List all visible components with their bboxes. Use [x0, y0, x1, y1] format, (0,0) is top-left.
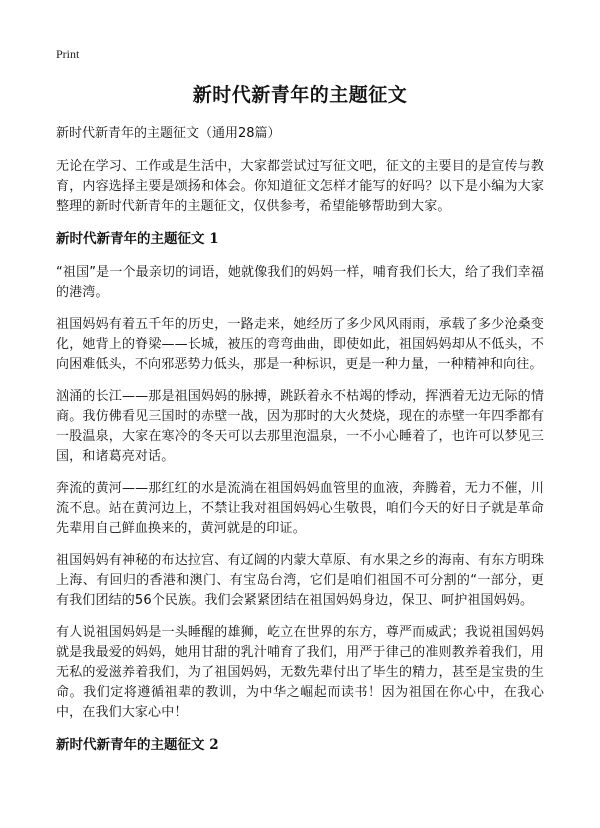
section-heading-2: 新时代新青年的主题征文 2 [56, 737, 219, 753]
intro-paragraph: 无论在学习、工作或是生活中，大家都尝试过写征文吧，征文的主要目的是宣传与教育，内容选择主要是颂扬和体会。你知道征文怎样才能写的好吗？以下是小编为大家整理的新时代新青年的主题征文，仅供参考，希望能够帮助到大家。 [56, 159, 544, 214]
essay-paragraph: 奔流的黄河——那红红的水是流淌在祖国妈妈血管里的血液，奔腾着，无力不催，川流不息。站在黄河边上，不禁让我对祖国妈妈心生敬畏，咱们今天的好日子就是革命先辈用自己鲜血换来的，黄河就是的印证。 [56, 481, 544, 536]
document-subtitle: 新时代新青年的主题征文（通用28篇） [56, 126, 281, 141]
page-title: 新时代新青年的主题征文 [192, 84, 408, 106]
essay-paragraph: 祖国妈妈有着五千年的历史，一路走来，她经历了多少风风雨雨，承载了多少沧桑变化，她背上的脊梁——长城，被压的弯弯曲曲，即使如此，祖国妈妈却从不低头，不向困难低头，不向邪恶势力低头，那是一种标识，更是一种力量，一种精神和向往。 [56, 317, 544, 372]
essay-paragraph: 祖国妈妈有神秘的布达拉宫、有辽阔的内蒙大草原、有水果之乡的海南、有东方明珠上海、有回归的香港和澳门、有宝岛台湾，它们是咱们祖国不可分割的“一部分，更有我们团结的56个民族。我们会紧紧团结在祖国妈妈身边，保卫、呵护祖国妈妈。 [56, 553, 544, 608]
essay-paragraph: 有人说祖国妈妈是一头睡醒的雄狮，屹立在世界的东方，尊严而威武；我说祖国妈妈就是我最爱的妈妈，她用甘甜的乳汁哺育了我们，用严于律己的准则教养着我们，用无私的爱滋养着我们，为了祖国妈妈，无数先辈付出了毕生的精力，甚至是宝贵的生命。我们定将遵循祖辈的教训，为中华之崛起而读书！因为祖国在你心中，在我心中，在我们大家心中！ [56, 625, 544, 720]
print-link[interactable]: Print [56, 47, 80, 61]
section-heading-1: 新时代新青年的主题征文 1 [56, 231, 219, 247]
essay-paragraph: 汹涌的长江——那是祖国妈妈的脉搏，跳跃着永不枯竭的悸动，挥洒着无边无际的情商。我仿佛看见三国时的赤壁一战，因为那时的大火焚烧，现在的赤壁一年四季都有一股温泉，大家在寒冷的冬天可以去那里泡温泉，一不小心睡着了，也许可以梦见三国，和诸葛亮对话。 [56, 389, 544, 464]
essay-paragraph: “祖国”是一个最亲切的词语，她就像我们的妈妈一样，哺育我们长大，给了我们幸福的港湾。 [56, 265, 544, 300]
